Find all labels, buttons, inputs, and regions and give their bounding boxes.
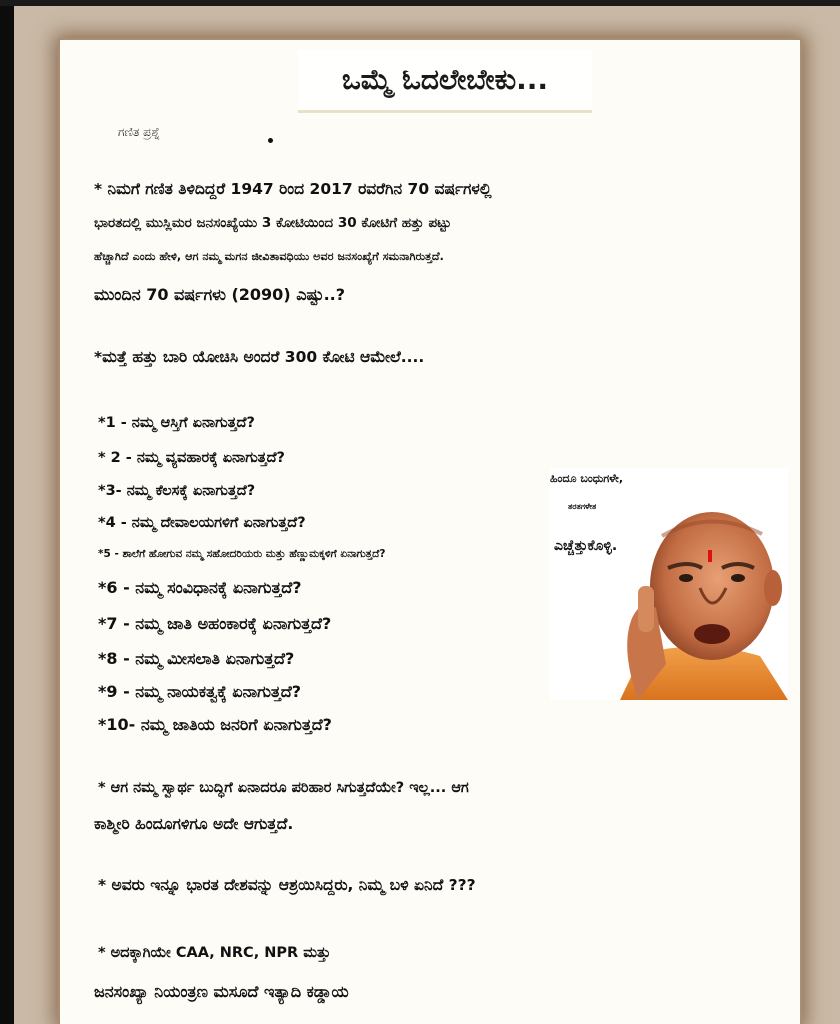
question-5: *5 - ಶಾಲೆಗೆ ಹೋಗುವ ನಮ್ಮ ಸಹೋದರಿಯರು ಮತ್ತು ಹೆಣ್ಣುಮಕ್ಕಳಿಗೆ ಏನಾಗುತ್ತದೆ? xyxy=(98,548,386,560)
portrait-illustration xyxy=(550,468,788,700)
top-frame-edge xyxy=(0,0,840,6)
photo-caption-line-1: ಹಿಂದೂ ಬಂಧುಗಳೇ, xyxy=(550,472,624,485)
intro-line-2: ಭಾರತದಲ್ಲಿ ಮುಸ್ಲಿಮರ ಜನಸಂಖ್ಯೆಯು 3 ಕೋಟಿಯಿಂದ 30 ಕೋಟಿಗೆ ಹತ್ತು ಪಟ್ಟು xyxy=(94,215,452,231)
page-title: ಒಮ್ಮೆ ಓದಲೇಬೇಕು... xyxy=(341,63,549,96)
title-banner xyxy=(298,50,592,113)
closing-line-2: ಜನಸಂಖ್ಯಾ ನಿಯಂತ್ರಣ ಮಸೂದೆ ಇತ್ಯಾದಿ ಕಡ್ಡಾಯ xyxy=(94,982,349,1001)
selfish-line-1: * ಆಗ ನಮ್ಮ ಸ್ವಾರ್ಥ ಬುದ್ಧಿಗೆ ಏನಾದರೂ ಪರಿಹಾರ ಸಿಗುತ್ತದೆಯೇ? ಇಲ್ಲ... ಆಗ xyxy=(98,780,469,796)
subtitle: ಗಣಿತ ಪ್ರಶ್ನೆ xyxy=(118,125,161,139)
question-6: *6 - ನಮ್ಮ ಸಂವಿಧಾನಕ್ಕೆ ಏನಾಗುತ್ತದೆ? xyxy=(98,578,302,597)
intro-line-4: ಮುಂದಿನ 70 ವರ್ಷಗಳು (2090) ಎಷ್ಟು..? xyxy=(94,285,346,304)
selfish-line-2: ಕಾಶ್ಮೀರಿ ಹಿಂದೂಗಳಿಗೂ ಅದೇ ಆಗುತ್ತದೆ. xyxy=(94,815,294,833)
think-line: *ಮತ್ತೆ ಹತ್ತು ಬಾರಿ ಯೋಚಿಸಿ ಅಂದರೆ 300 ಕೋಟಿ ಆಮೇಲೆ.... xyxy=(94,348,425,366)
question-2: * 2 - ನಮ್ಮ ವ್ಯವಹಾರಕ್ಕೆ ಏನಾಗುತ್ತದೆ? xyxy=(98,450,285,466)
stray-dot xyxy=(268,138,273,143)
question-10: *10- ನಮ್ಮ ಜಾತಿಯ ಜನರಿಗೆ ಏನಾಗುತ್ತದೆ? xyxy=(98,715,332,734)
question-1: *1 - ನಮ್ಮ ಆಸ್ತಿಗೆ ಏನಾಗುತ್ತದೆ? xyxy=(98,415,255,431)
question-8: *8 - ನಮ್ಮ ಮೀಸಲಾತಿ ಏನಾಗುತ್ತದೆ? xyxy=(98,649,295,668)
refuge-line: * ಅವರು ಇನ್ನೂ ಭಾರತ ದೇಶವನ್ನು ಆಶ್ರಯಿಸಿದ್ದರು, ನಿಮ್ಮ ಬಳಿ ಏನಿದೆ ??? xyxy=(98,876,476,894)
photo-caption-line-3: ಎಚ್ಚೆತ್ತುಕೊಳ್ಳಿ. xyxy=(554,538,618,554)
question-4: *4 - ನಮ್ಮ ದೇವಾಲಯಗಳಿಗೆ ಏನಾಗುತ್ತದೆ? xyxy=(98,515,306,531)
document-sheet xyxy=(60,40,800,1024)
closing-line-1: * ಅದಕ್ಕಾಗಿಯೇ CAA, NRC, NPR ಮತ್ತು xyxy=(98,945,331,961)
question-9: *9 - ನಮ್ಮ ನಾಯಕತ್ವಕ್ಕೆ ಏನಾಗುತ್ತದೆ? xyxy=(98,682,301,701)
intro-line-1: * ನಿಮಗೆ ಗಣಿತ ತಿಳಿದಿದ್ದರೆ 1947 ರಿಂದ 2017 ರವರೆಗಿನ 70 ವರ್ಷಗಳಲ್ಲಿ xyxy=(94,180,492,198)
question-7: *7 - ನಮ್ಮ ಜಾತಿ ಅಹಂಕಾರಕ್ಕೆ ಏನಾಗುತ್ತದೆ? xyxy=(98,614,332,633)
leader-photo xyxy=(550,468,788,700)
question-3: *3- ನಮ್ಮ ಕೆಲಸಕ್ಕೆ ಏನಾಗುತ್ತದೆ? xyxy=(98,483,256,499)
intro-line-3: ಹೆಚ್ಚಾಗಿದೆ ಎಂದು ಹೇಳಿ, ಆಗ ನಮ್ಮ ಮಗನ ಜೀವಿತಾವಧಿಯು ಅವರ ಜನಸಂಖ್ಯೆಗೆ ಸಮನಾಗಿರುತ್ತದೆ. xyxy=(94,250,444,263)
left-frame-edge xyxy=(0,0,14,1024)
photo-caption-line-2: ತರತಗಳೇತ xyxy=(568,502,597,511)
